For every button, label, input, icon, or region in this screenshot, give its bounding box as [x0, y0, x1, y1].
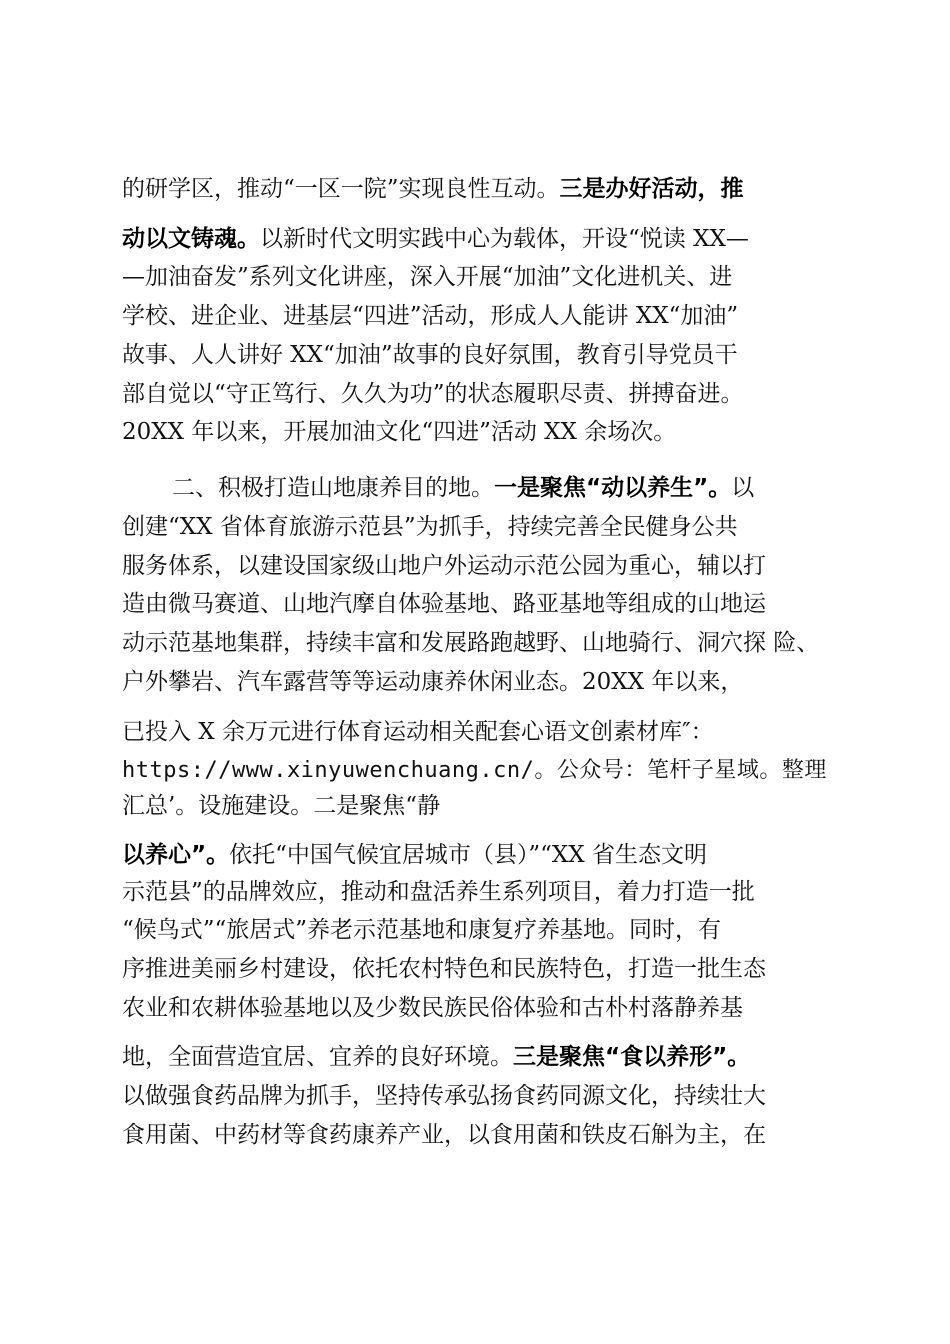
text-run: 农业和农耕体验基地以及少数民族民俗体验和古朴村落静养基: [122, 995, 743, 1021]
text-line: [122, 993, 743, 1023]
text-line: [122, 1120, 766, 1150]
text-line: [122, 915, 721, 945]
text-run: 汇总’。设施建设。二是聚焦“静: [122, 793, 441, 819]
text-line: [122, 756, 827, 786]
bold-heading-run: 三是办好活动，推: [559, 176, 744, 202]
text-line: [122, 840, 707, 870]
text-line: [122, 417, 676, 447]
text-line: [122, 262, 732, 292]
text-run: 以做强食药品牌为抓手，坚持传承弘扬食药同源文化，持续壮大: [122, 1083, 766, 1109]
text-line: [122, 954, 766, 984]
text-line: [122, 667, 743, 697]
bold-heading-run: 动以文铸魂。: [122, 226, 260, 252]
text-run: 食用菌、中药材等食药康养产业，以食用菌和铁皮石斛为主，在: [122, 1122, 766, 1148]
text-line: [122, 224, 749, 254]
text-run: 造由微马赛道、山地汽摩自体验基地、路亚基地等组成的山地运: [122, 591, 766, 617]
text-run: 示范县”的品牌效应，推动和盘活养生系列项目，着力打造一批: [122, 879, 755, 905]
text-line: [122, 1081, 766, 1111]
text-line: [122, 301, 738, 331]
bold-heading-run: 一是聚焦“动以养生”。: [494, 475, 732, 501]
text-run: 以: [731, 475, 755, 501]
text-run: 20XX 年以来，开展加油文化“四进”活动 XX 余场次。: [122, 419, 677, 445]
text-line: [122, 512, 738, 542]
bold-heading-run: 以养心”。: [122, 842, 230, 868]
text-run: 部自觉以“守正笃行、久久为功”的状态履职尽责、拼搏奋进。: [122, 381, 744, 407]
text-run: 依托“中国气候宜居城市（县）”“XX 省生态文明: [229, 842, 707, 868]
text-run: 创建“XX 省体育旅游示范县”为抓手，持续完善全民健身公共: [122, 514, 738, 540]
text-line: [122, 551, 766, 581]
text-line: [122, 340, 738, 370]
text-line: [122, 717, 714, 747]
section-heading-run: 二、积极打造山地康养目的地。: [172, 475, 494, 501]
text-line: [122, 1042, 750, 1072]
text-run: 地，全面营造宜居、宜养的良好环境。: [122, 1044, 513, 1070]
text-line: [122, 379, 744, 409]
text-run: https://www.xinyuwenchuang.cn/。公众号：笔杆子星域。整理: [122, 758, 827, 783]
text-line: [122, 877, 755, 907]
text-line: [122, 628, 819, 658]
text-run: 以新时代文明实践中心为载体，开设“悦读 XX—: [260, 226, 749, 252]
text-run: 的研学区，推动“一区一院”实现良性互动。: [122, 176, 560, 202]
text-run: “候鸟式”“旅居式”养老示范基地和康复疗养基地。同时，有: [122, 917, 722, 943]
text-run: 故事、人人讲好 XX“加油”故事的良好氛围，教育引导党员干: [122, 342, 738, 368]
text-run: 已投入 X 余万元进行体育运动相关配套心语文创素材库″：: [122, 719, 714, 745]
text-run: 户外攀岩、汽车露营等等运动康养休闲业态。20XX 年以来，: [122, 669, 744, 695]
text-line: [122, 174, 744, 204]
text-run: 学校、进企业、进基层“四进”活动，形成人人能讲 XX“加油”: [122, 303, 739, 329]
text-run: —加油奋发”系列文化讲座，深入开展“加油”文化进机关、进: [122, 264, 733, 290]
text-line: [122, 589, 766, 619]
bold-heading-run: 三是聚焦“食以养形”。: [513, 1044, 751, 1070]
text-run: 服务体系，以建设国家级山地户外运动示范公园为重心，辅以打: [122, 553, 766, 579]
text-line: [172, 473, 754, 503]
text-run: 动示范基地集群，持续丰富和发展路跑越野、山地骑行、洞穴探 险、: [122, 630, 820, 656]
text-line: [122, 791, 440, 821]
text-run: 序推进美丽乡村建设，依托农村特色和民族特色，打造一批生态: [122, 956, 766, 982]
